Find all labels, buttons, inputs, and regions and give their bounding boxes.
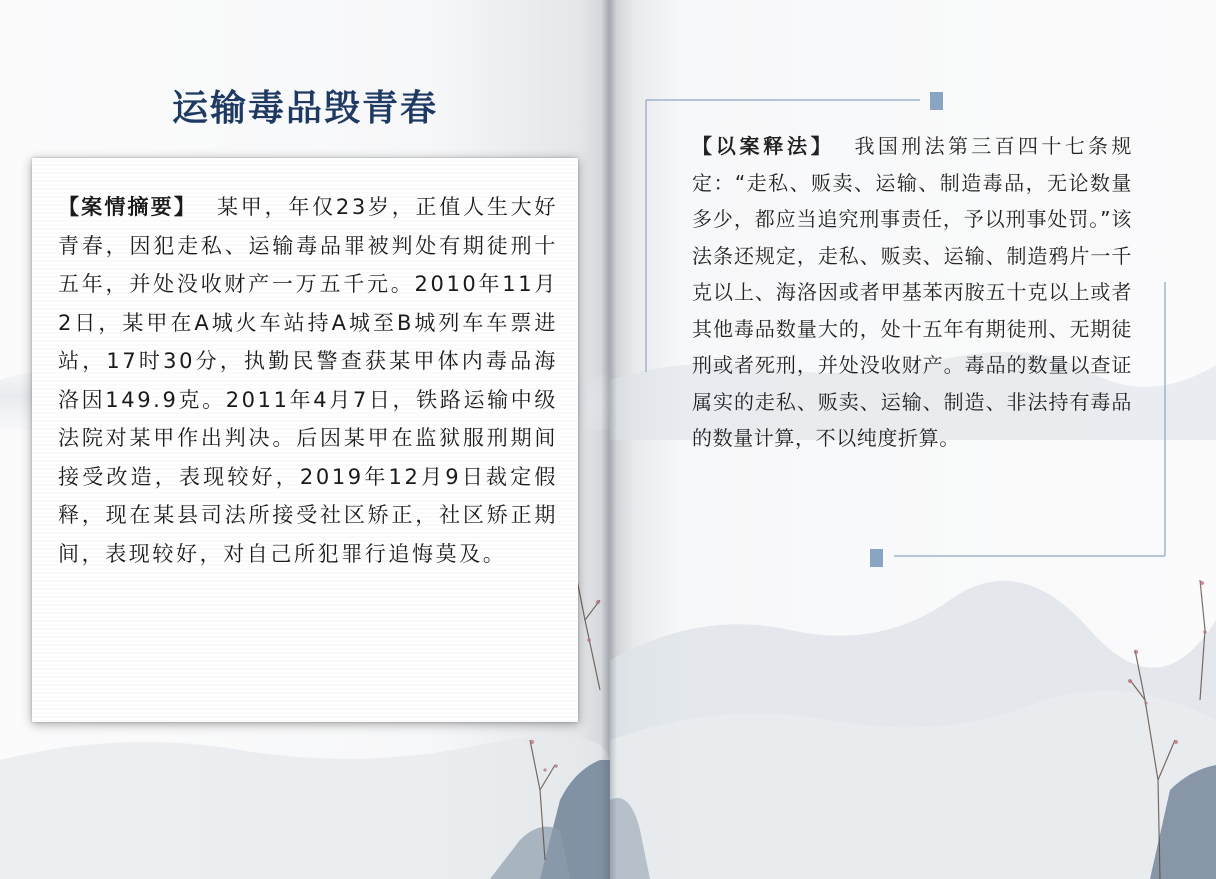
law-explanation-body: 我国刑法第三百四十七条规定：“走私、贩卖、运输、制造毒品，无论数量多少，都应当追究刑事责任，予以刑事处罚。”该法条还规定，走私、贩卖、运输、制造鸦片一千克以上、海洛因或者甲基苯丙胺五十克以上或者其他毒品数量大的，处十五年有期徒刑、无期徒刑或者死刑，并处没收财产。毒品的数量以查证属实的走私、贩卖、运输、制造、非法持有毒品的数量计算，不以纯度折算。 <box>692 134 1133 450</box>
case-summary-card <box>32 158 578 722</box>
law-explanation-heading: 【以案释法】 <box>692 134 835 158</box>
case-summary-heading: 【案情摘要】 <box>58 195 198 219</box>
case-summary-body: 某甲，年仅23岁，正值人生大好青春，因犯走私、运输毒品罪被判处有期徒刑十五年，并处没收财产一万五千元。2010年11月2日，某甲在A城火车站持A城至B城列车车票进站，17时30分，执勤民警查获某甲体内毒品海洛因149.9克。2011年4月7日，铁路运输中级法院对某甲作出判决。后因某甲在监狱服刑期间接受改造，表现较好，2019年12月9日裁定假释，现在某县司法所接受社区矫正，社区矫正期间，表现较好，对自己所犯罪行追悔莫及。 <box>58 195 558 566</box>
frame-square-top <box>930 92 943 110</box>
book-gutter <box>601 0 617 879</box>
law-explanation-text <box>692 128 1132 457</box>
frame-square-bottom <box>870 549 883 567</box>
case-summary-text <box>58 188 558 573</box>
page-title: 运输毒品毁青春 <box>171 88 438 129</box>
